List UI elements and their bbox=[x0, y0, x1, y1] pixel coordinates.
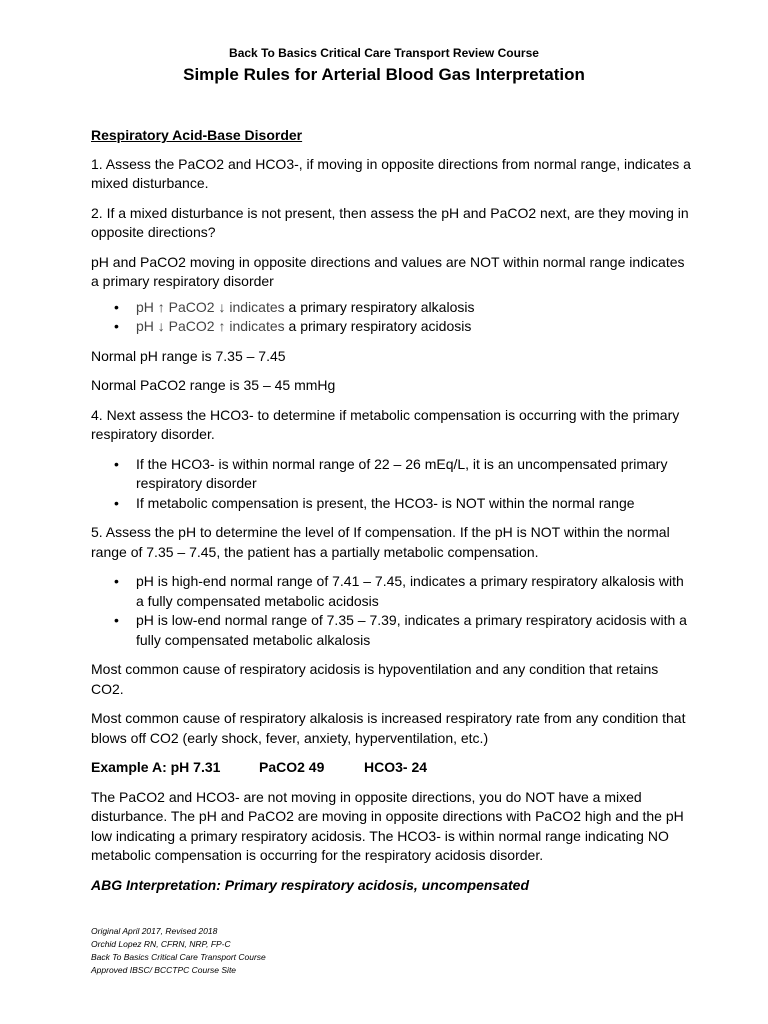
cause-acidosis: Most common cause of respiratory acidosis is hypoventilation and any condition that retains CO2. bbox=[91, 661, 659, 697]
bullet-text: a primary respiratory acidosis bbox=[284, 318, 472, 334]
footer-line: Orchid Lopez RN, CFRN, NRP, FP-C bbox=[91, 939, 231, 949]
step-2: 2. If a mixed disturbance is not present, then assess the pH and PaCO2 next, are they moving in opposite directions? bbox=[91, 204, 689, 240]
document-body bbox=[91, 126, 691, 895]
footer bbox=[91, 925, 266, 977]
footer-line: Back To Basics Critical Care Transport Course bbox=[91, 952, 266, 962]
example-paco2: PaCO2 49 bbox=[259, 759, 325, 775]
step5-bullet-list bbox=[91, 572, 691, 650]
normal-ph: Normal pH range is 7.35 – 7.45 bbox=[91, 347, 286, 364]
cause-alkalosis: Most common cause of respiratory alkalosis is increased respiratory rate from any condition that blows off CO2 (early shock, fever, anxiety, hyperventilation, etc.) bbox=[91, 710, 686, 746]
course-title: Back To Basics Critical Care Transport Review Course bbox=[229, 46, 539, 60]
list-item bbox=[136, 317, 691, 337]
example-values bbox=[91, 758, 691, 778]
example-ph: Example A: pH 7.31 bbox=[91, 759, 221, 775]
list-item bbox=[136, 298, 691, 318]
list-item: • If the HCO3- is within normal range of 22 – 26 mEq/L, it is an uncompensated primary respiratory disorder bbox=[136, 455, 691, 494]
step-5: 5. Assess the pH to determine the level of If compensation. If the pH is NOT within the normal range of 7.35 – 7.45, the patient has a partially metabolic compensation. bbox=[91, 524, 670, 560]
section-heading: Respiratory Acid-Base Disorder bbox=[91, 127, 303, 143]
normal-paco2: Normal PaCO2 range is 35 – 45 mmHg bbox=[91, 377, 336, 393]
list-item: • If metabolic compensation is present, the HCO3- is NOT within the normal range bbox=[136, 494, 691, 514]
step4-bullet-list bbox=[91, 455, 691, 514]
primary-rule: pH and PaCO2 moving in opposite directions and values are NOT within normal range indicates a primary respiratory disorder bbox=[91, 253, 685, 289]
arrow-text: pH ↓ PaCO2 ↑ indicates bbox=[136, 318, 285, 334]
list-item: • pH is high-end normal range of 7.41 – 7.45, indicates a primary respiratory alkalosis with a fully compensated metabolic acidosis bbox=[136, 572, 691, 611]
example-explanation: The PaCO2 and HCO3- are not moving in opposite directions, you do NOT have a mixed disturbance. The pH and PaCO2 are moving in opposite directions with PaCO2 high and the pH low indicating a primary respiratory acidosis. The HCO3- is within normal range indicating NO metabolic compensation is occurring for the respiratory acidosis disorder. bbox=[91, 788, 684, 863]
list-item: • pH is low-end normal range of 7.35 – 7.39, indicates a primary respiratory acidosis with a fully compensated metabolic alkalosis bbox=[136, 611, 691, 650]
footer-line: Approved IBSC/ BCCTPC Course Site bbox=[91, 965, 237, 975]
step-1: 1. Assess the PaCO2 and HCO3-, if moving in opposite directions from normal range, indicates a mixed disturbance. bbox=[91, 155, 691, 191]
abg-interpretation: ABG Interpretation: Primary respiratory acidosis, uncompensated bbox=[91, 876, 530, 893]
primary-bullet-list bbox=[91, 298, 691, 337]
footer-line: Original April 2017, Revised 2018 bbox=[91, 926, 218, 936]
example-hco3: HCO3- 24 bbox=[364, 759, 428, 775]
arrow-text: pH ↑ PaCO2 ↓ indicates bbox=[136, 298, 285, 315]
step-4: 4. Next assess the HCO3- to determine if metabolic compensation is occurring with the primary respiratory disorder. bbox=[91, 406, 680, 442]
document-title: Simple Rules for Arterial Blood Gas Interpretation bbox=[183, 65, 585, 84]
bullet-text: a primary respiratory alkalosis bbox=[284, 298, 475, 315]
